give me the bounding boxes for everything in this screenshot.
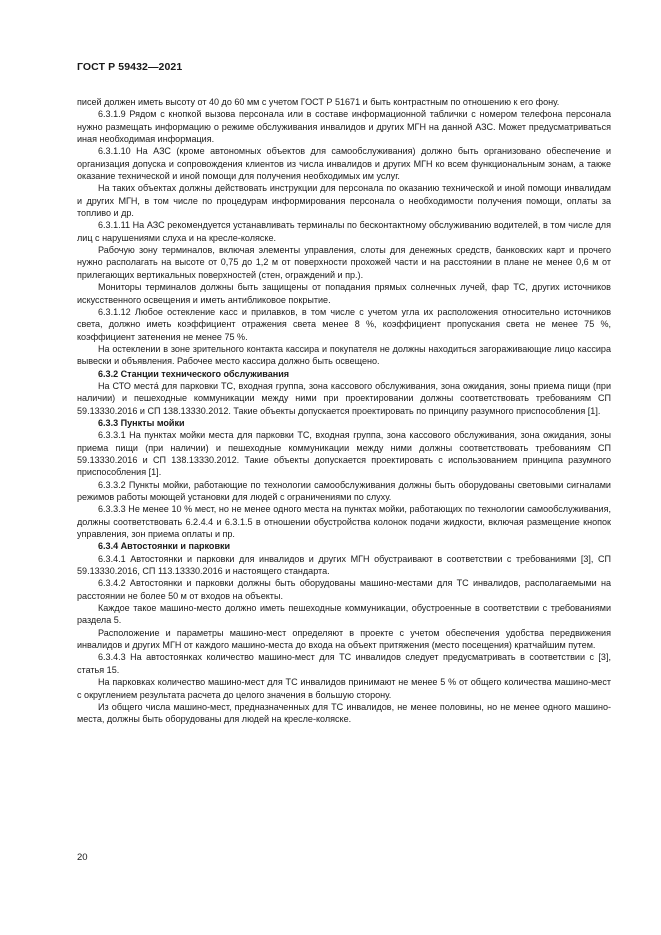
paragraph: 6.3.1.10 На АЗС (кроме автономных объектов для самообслуживания) должно быть организовано обеспечение и организация допуска и сопровождения клиентов из числа инвалидов и других МГН ко всем функциональным зонам, а также оказание технической и иной помощи для получения необходимых им услуг. <box>77 146 611 182</box>
paragraph: Расположение и параметры машино-мест определяют в проекте с учетом обеспечения удобства передвижения инвалидов и других МГН от каждого машино-места до входа на объект притяжения (место посещения) кратчайшим путем. <box>77 627 611 651</box>
paragraph: Каждое такое машино-место должно иметь пешеходные коммуникации, обустроенные в соответствии с требованиями раздела 5. <box>77 603 611 626</box>
document-body <box>77 96 611 726</box>
paragraph: 6.3.3.3 Не менее 10 % мест, но не менее одного места на пунктах мойки, работающих по технологии самообслуживания, должны соответствовать 6.2.4.4 и 6.3.1.5 в отношении обустройства колонок подачи жидкости, включая размещение кнопок управления, зон приема оплаты и пр. <box>77 504 611 540</box>
paragraph: писей должен иметь высоту от 40 до 60 мм с учетом ГОСТ Р 51671 и быть контрастным по отношению к его фону. <box>77 97 560 107</box>
page-header-title: ГОСТ Р 59432—2021 <box>77 61 183 73</box>
paragraph: 6.3.3.1 На пунктах мойки места для парковки ТС, входная группа, зона кассового обслуживания, зона ожидания, зоны приема пищи (при наличии) и пешеходные коммуникации между ними должны соответствовать требованиям СП 59.13330.2016 и СП 138.13330.2012. Такие объекты допускается проектировать с использованием принципа разумного приспособления [1]. <box>77 430 611 478</box>
section-heading: 6.3.2 Станции технического обслуживания <box>98 368 290 379</box>
paragraph: 6.3.1.11 На АЗС рекомендуется устанавливать терминалы по бесконтактному обслуживанию водителей, в том числе для лиц с нарушениями слуха и на кресле-коляске. <box>77 220 611 243</box>
paragraph: На парковках количество машино-мест для ТС инвалидов принимают не менее 5 % от общего количества машино-мест с округлением результата расчета до целого значения в большую сторону. <box>77 677 611 700</box>
section-heading: 6.3.3 Пункты мойки <box>98 417 185 428</box>
paragraph: 6.3.4.3 На автостоянках количество машино-мест для ТС инвалидов следует предусматривать в соответствии с [3], статья 15. <box>77 652 611 675</box>
paragraph: На СТО места́ для парковки ТС, входная группа, зона кассового обслуживания, зона ожидания, зоны приема пищи (при наличии) и пешеходные коммуникации между ними при проектировании должны соответствовать требованиям СП 59.13330.2016 и СП 138.13330.2012. Такие объекты допускается проектировать по принципу разумного приспособления [1]. <box>77 380 611 416</box>
paragraph: 6.3.4.2 Автостоянки и парковки должны быть оборудованы машино-местами для ТС инвалидов, располагаемыми на расстоянии не более 50 м от входов на объекты. <box>77 578 611 601</box>
paragraph: 6.3.1.9 Рядом с кнопкой вызова персонала или в составе информационной таблички с номером телефона персонала нужно размещать информацию о режиме обслуживания инвалидов и других МГН на данной АЗС. Может предусматриваться иная необходимая информация. <box>77 109 611 145</box>
paragraph: На остеклении в зоне зрительного контакта кассира и покупателя не должны находиться загораживающие лицо кассира вывески и объявления. Рабочее место кассира должно быть освещено. <box>77 343 611 367</box>
paragraph: 6.3.3.2 Пункты мойки, работающие по технологии самообслуживания должны быть оборудованы световыми сигналами режимов работы моющей установки для людей с ограничениями по слуху. <box>77 479 611 502</box>
paragraph: Из общего числа машино-мест, предназначенных для ТС инвалидов, не менее половины, но не менее одного машино-места, должны быть оборудованы для людей на кресле-коляске. <box>77 701 611 725</box>
paragraph: 6.3.1.12 Любое остекление касс и прилавков, в том числе с учетом угла их расположения относительно источников света, должно иметь коэффициент отражения света менее 8 %, коэффициент пропускания света не менее 75 %, коэффициент затенения не менее 75 %. <box>77 306 611 342</box>
paragraph: Мониторы терминалов должны быть защищены от попадания прямых солнечных лучей, фар ТС, других источников искусственного освещения и иметь антибликовое покрытие. <box>77 282 611 305</box>
section-heading: 6.3.4 Автостоянки и парковки <box>98 541 231 552</box>
paragraph: 6.3.4.1 Автостоянки и парковки для инвалидов и других МГН обустраивают в соответствии с требованиями [3], СП 59.13330.2016, СП 113.13330.2016 и настоящего стандарта. <box>77 553 611 577</box>
paragraph: На таких объектах должны действовать инструкции для персонала по оказанию технической и иной помощи инвалидам и других МГН, в том числе по процедурам информирования персонала о необходимости получения помощи, оплаты за топливо и др. <box>77 183 611 219</box>
paragraph: Рабочую зону терминалов, включая элементы управления, слоты для денежных средств, банковских карт и прочего нужно располагать на высоте от 0,75 до 1,2 м от поверхности прохожей части и на расстоянии в плане не менее 0,6 м от прилегающих вертикальных поверхностей (стен, ограждений и пр.). <box>77 245 611 280</box>
page-number: 20 <box>77 852 88 863</box>
